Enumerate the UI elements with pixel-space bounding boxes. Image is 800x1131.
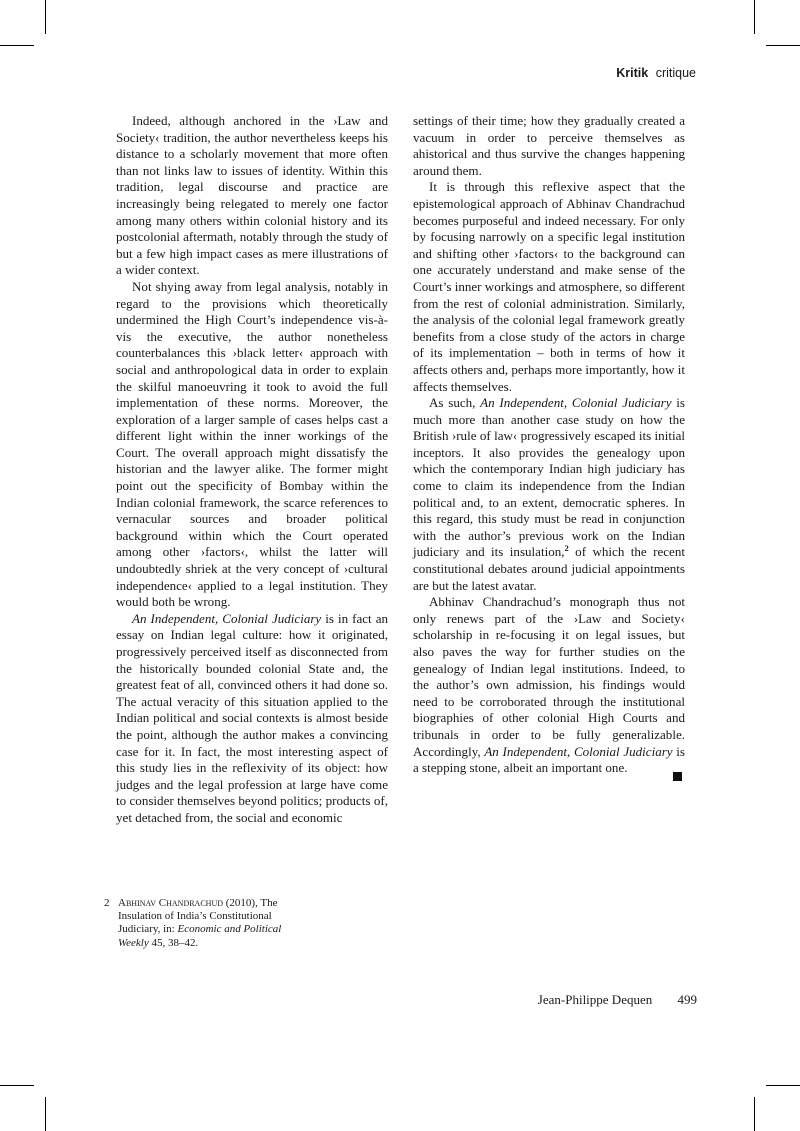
crop-mark: [766, 45, 800, 46]
book-title: An Independent, Colonial Judiciary: [484, 743, 673, 759]
page-footer: [538, 992, 697, 1008]
paragraph: Indeed, although anchored in the ›Law and Society‹ tradition, the author nevertheless keeps his distance to a scholarly movement that more often than not links law to issues of identity. Within this tradition, legal discourse and practice are increasingly being relegated to merely one factor among many others within colonial history and its postcolonial aftermath, notably through the study of but a few high impact cases as mere illustrations of a wider context.: [116, 113, 388, 278]
crop-mark: [754, 0, 755, 34]
right-column: [413, 113, 685, 777]
book-title: An Independent, Colonial Judiciary: [132, 610, 322, 626]
paragraph: An Independent, Colonial Judiciary is in fact an essay on Indian legal culture: how it originated, progressively perceived itself as disconnected from the historically bounded colonial State and, the greatest feat of all, convinced others it had done so. The actual veracity of this situation applied to the Indian political and social contexts is almost beside the point, although the author makes a convincing case for it. In fact, the most interesting aspect of this study lies in the reflexivity of its object: how judges and the legal profession at large have come to consider themselves beyond politics; products of, yet detached from, the social and economic: [116, 610, 389, 825]
book-title: An Independent, Colonial Judiciary: [480, 395, 672, 411]
paragraph: Not shying away from legal analysis, notably in regard to the provisions which theoretically undermined the High Court’s independence vis-à-vis the executive, the author nonetheless counterbalances this ›black letter‹ approach with social and anthropological data in order to explain the skilful manoeuvring it took to avoid the full implementation of these norms. Moreover, the exploration of a larger sample of cases helps cast a different light within the inner workings of the Court. The overall approach might dissatisfy the historian and the lawyer alike. The former might point out the specificity of Bombay within the Indian colonial framework, the scarce references to vernacular sources and broader political background within which the Court operated among other ›factors‹, whilst the latter will undoubtedly shriek at the very concept of ›cultural independence‹ applied to a legal institution. They would both be wrong.: [116, 278, 388, 610]
footnote: 2 Abhinav Chandrachud (2010), The Insulation of India’s Constitutional Judiciary, in: Economic and Political Weekly 45, 38–42.: [104, 897, 282, 949]
left-column: [116, 113, 388, 827]
crop-mark: [754, 1097, 755, 1131]
page-number: 499: [677, 992, 697, 1007]
crop-mark: [45, 1097, 46, 1131]
crop-mark: [45, 0, 46, 34]
crop-mark: [766, 1085, 800, 1086]
header-subsection: critique: [655, 66, 696, 80]
crop-mark: [0, 1085, 34, 1086]
crop-mark: [0, 45, 34, 46]
footnote-author: Abhinav Chandrachud: [118, 897, 223, 909]
end-of-article-mark: [673, 772, 682, 781]
footnote-ref: 2: [564, 543, 569, 554]
paragraph: It is through this reflexive aspect that the epistemological approach of Abhinav Chandrachud becomes purposeful and indeed necessary. For only by focusing narrowly on a specific legal institution and shifting other ›factors‹ to the background can one accurately understand and make sense of the Court’s inner workings and atmosphere, so different from the rest of colonial administration. Similarly, the analysis of the colonial legal framework greatly benefits from a close study of the actors in charge of its implementation – both in terms of how it affects others and, perhaps more importantly, how it affects themselves.: [413, 179, 685, 394]
header-section: Kritik: [616, 66, 649, 80]
running-header: [616, 66, 696, 80]
paragraph-continued: settings of their time; how they gradually created a vacuum in order to perceive themselves as ahistorical and thus survive the changes happening around them.: [413, 113, 685, 178]
journal-title: Economic and Political Weekly: [118, 923, 282, 949]
footnote-number: 2: [104, 897, 110, 909]
footer-author: Jean-Philippe Dequen: [537, 992, 653, 1007]
paragraph: Abhinav Chandrachud’s monograph thus not only renews part of the ›Law and Society‹ scholarship in re-focusing it on legal issues, but also paves the way for further studies on the genealogy of Indian legal institutions. Indeed, to the author’s own admission, his findings would need to be corroborated through the institutional biographies of other colonial High Courts and tribunals in order to be fully generalizable. Accordingly, An Independent, Colonial Judiciary is a stepping stone, albeit an important one.: [413, 594, 685, 776]
paragraph: As such, An Independent, Colonial Judiciary is much more than another case study on how the British ›rule of law‹ progressively escaped its initial inceptors. It also provides the genealogy upon which the contemporary Indian high judiciary has come to claim its independence from the Indian political and, to an extent, democratic spheres. In this regard, this study must be read in conjunction with the author’s previous work on the Indian judiciary and its insulation,$^2$ of which the recent constitutional debates around judicial appointments are but the latest avatar.: [413, 395, 686, 593]
